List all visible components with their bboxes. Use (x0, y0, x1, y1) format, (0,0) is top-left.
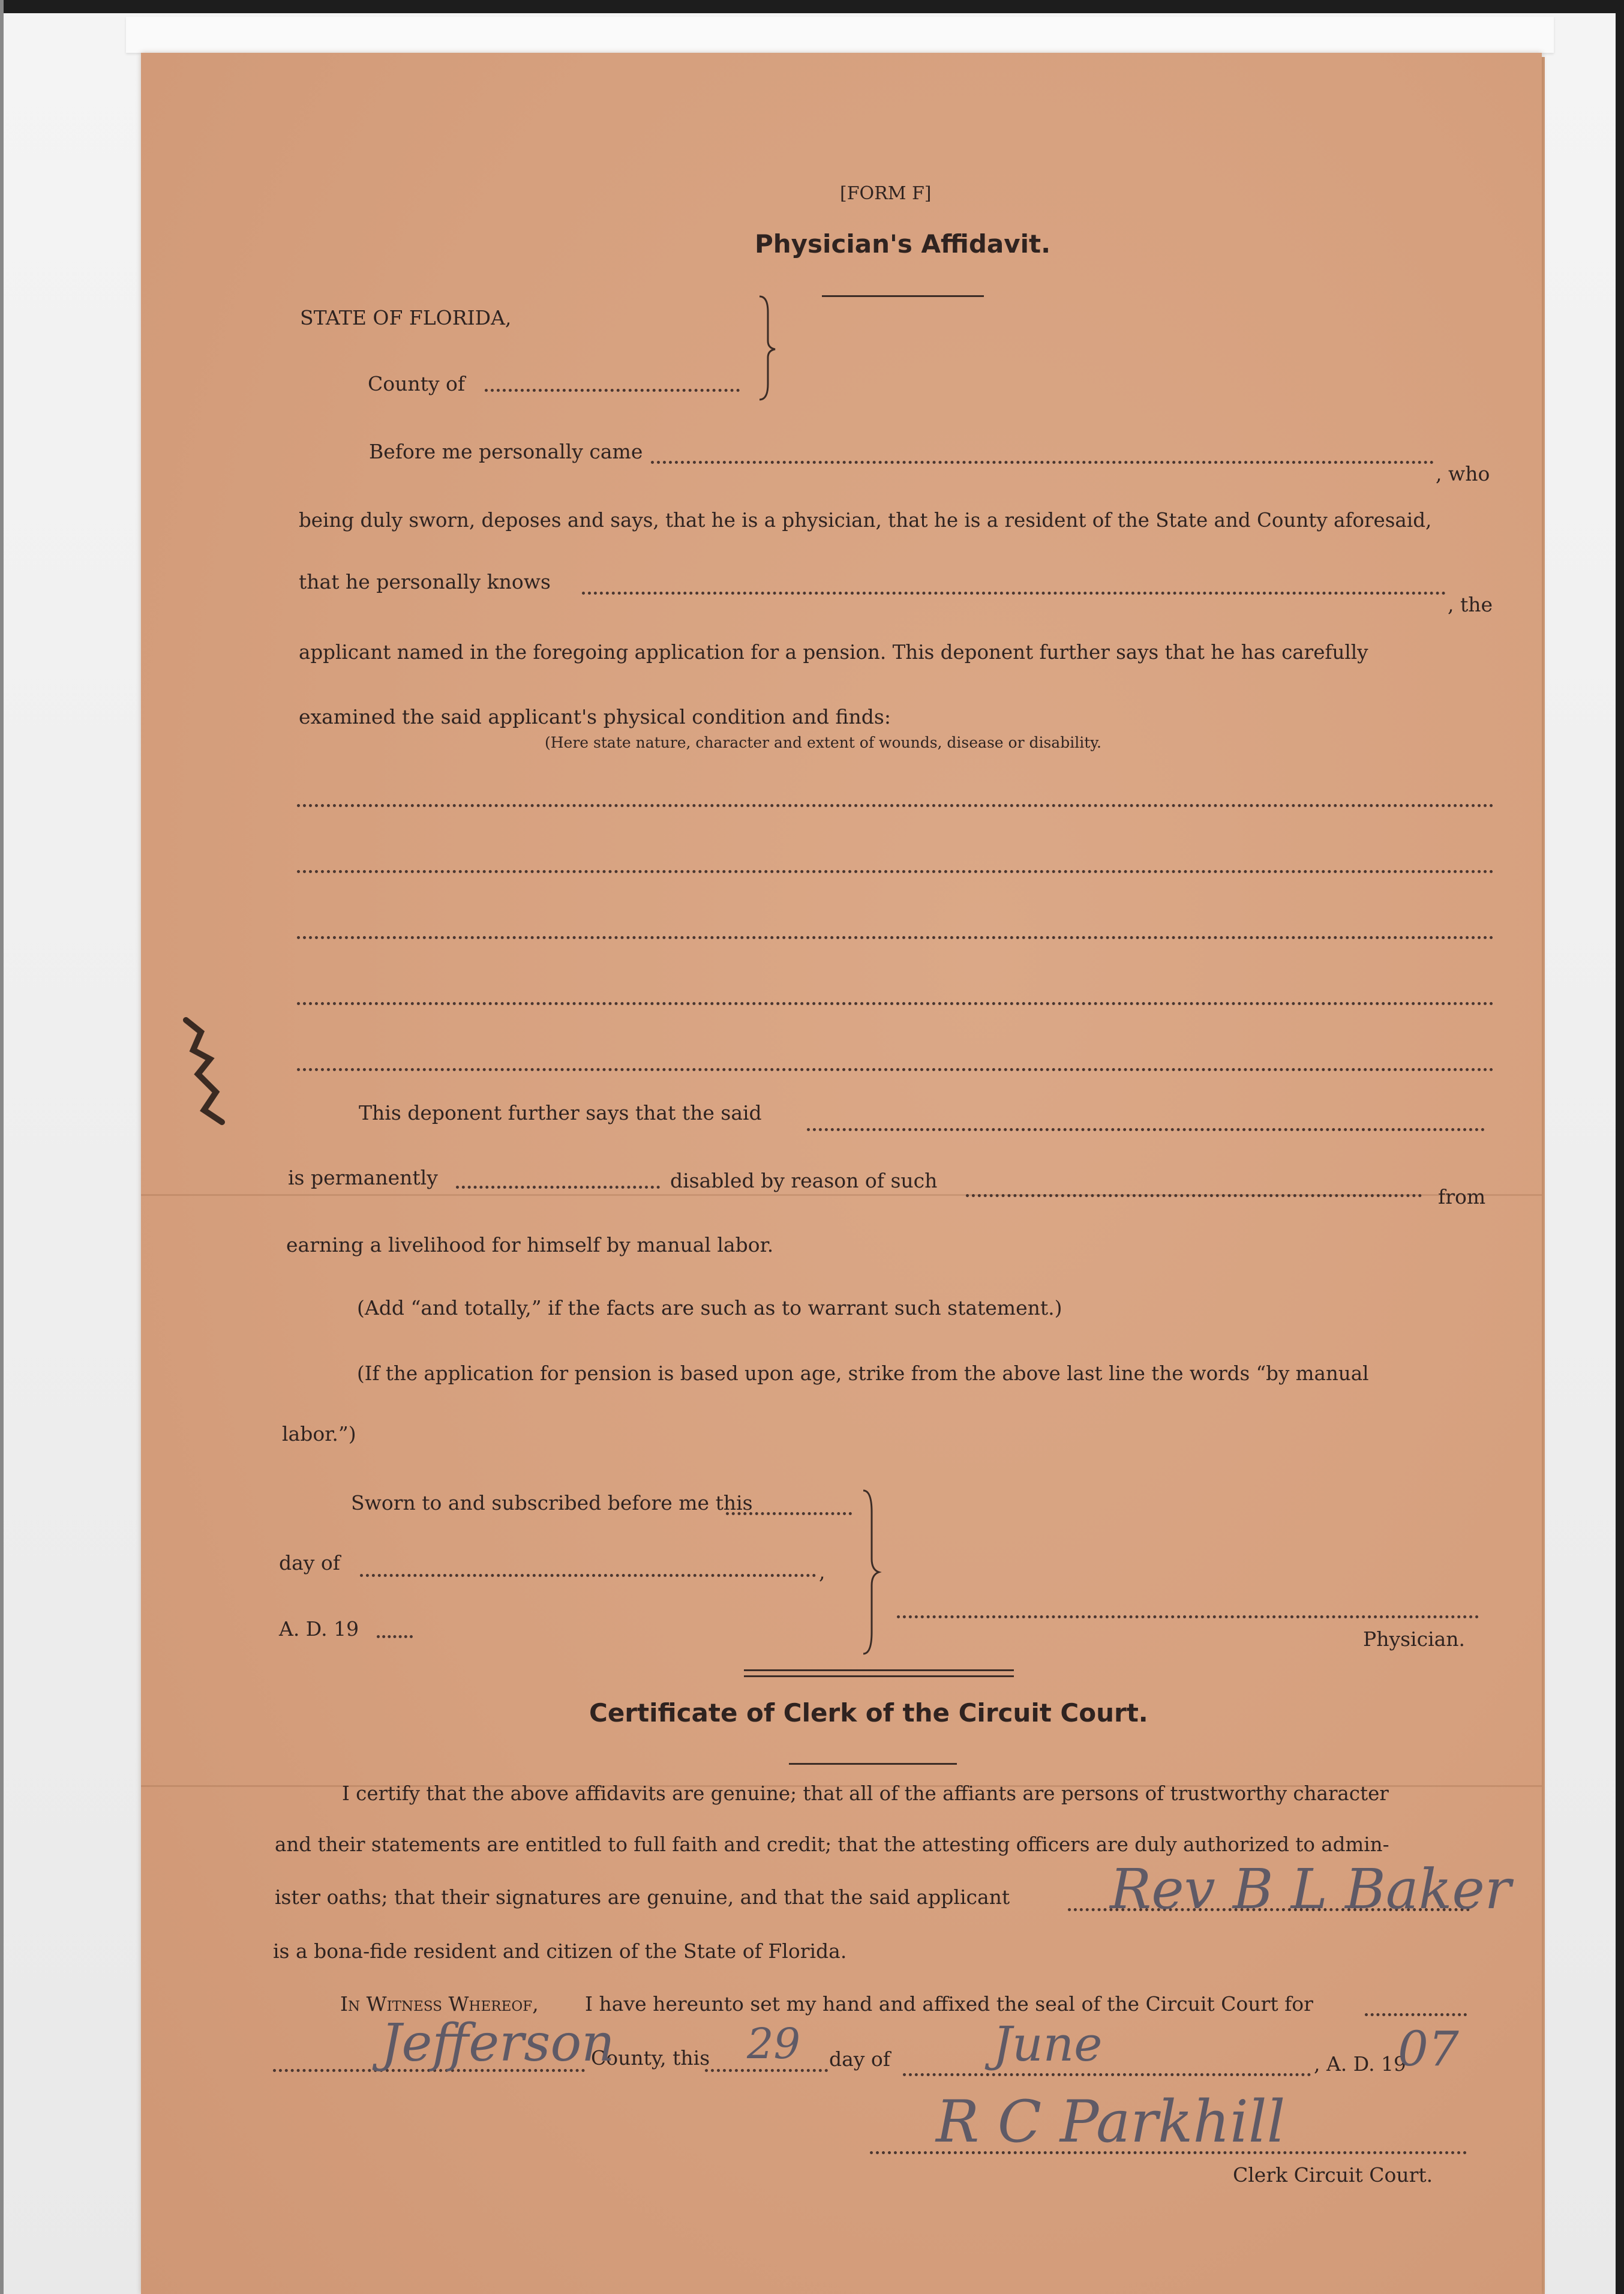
jurat-brace (861, 1488, 885, 1656)
scanner-left-border (0, 0, 4, 2294)
county-blank (485, 389, 740, 392)
certificate-ad: , A. D. 19 (1314, 2052, 1407, 2076)
section-rule-top (744, 1669, 1014, 1671)
sworn-line: being duly sworn, deposes and says, that he is a physician, that he is a resident of the State and County aforesaid, (299, 509, 1432, 532)
scanner-right-border (1616, 0, 1624, 2294)
instruction-note: (Here state nature, character and extent of wounds, disease or disability. (545, 734, 1101, 751)
findings-blank-1 (297, 804, 1494, 807)
certificate-day-of: day of (829, 2047, 891, 2071)
jurat-month-blank (360, 1574, 816, 1577)
section-rule-bottom (744, 1675, 1014, 1677)
handwritten-county: Jefferson (381, 2013, 615, 2073)
findings-blank-5 (297, 1068, 1494, 1071)
findings-blank-3 (297, 936, 1494, 939)
jurat-day-of: day of (279, 1551, 341, 1575)
affiant-name-blank (651, 461, 1434, 464)
witness-court-blank (1365, 2013, 1467, 2016)
findings-blank-4 (297, 1002, 1494, 1005)
paper-tear-mark (168, 1014, 240, 1128)
applicant-known-blank (582, 592, 1446, 595)
handwritten-month: June (993, 2016, 1103, 2072)
venue-brace (757, 294, 781, 402)
title-rule (822, 295, 984, 297)
certificate-line-1: I certify that the above affidavits are genuine; that all of the affiants are persons of trustworthy character (342, 1782, 1389, 1805)
further-says-text: This deponent further says that the said (359, 1101, 762, 1124)
before-me-text: Before me personally came (369, 440, 643, 463)
form-label: [FORM F] (840, 183, 932, 204)
findings-blank-2 (297, 870, 1494, 873)
certificate-month-blank (903, 2073, 1311, 2076)
certificate-line-3: ister oaths; that their signatures are genuine, and that the said applicant (275, 1885, 1010, 1909)
jurat-day-blank (726, 1512, 852, 1515)
applicant-line: applicant named in the foregoing application for a pension. This deponent further says that he has carefully (299, 641, 1368, 664)
certificate-line-4: is a bona-fide resident and citizen of the State of Florida. (273, 1939, 847, 1963)
jurat-year-blank (377, 1635, 413, 1638)
certificate-day-blank (705, 2069, 828, 2072)
handwritten-clerk-signature: R C Parkhill (936, 2088, 1286, 2155)
note-totally: (Add “and totally,” if the facts are such as to warrant such statement.) (357, 1296, 1062, 1320)
jurat-comma: , (819, 1560, 825, 1584)
note-age: (If the application for pension is based upon age, strike from the above last line the words “by manual (357, 1362, 1369, 1385)
sworn-to-text: Sworn to and subscribed before me this (351, 1491, 753, 1515)
scanner-top-border (0, 0, 1624, 13)
jurat-ad: A. D. 19 (279, 1617, 359, 1641)
livelihood-text: earning a livelihood for himself by manual labor. (286, 1233, 774, 1257)
county-label: County of (368, 372, 466, 395)
handwritten-day: 29 (747, 2019, 801, 2068)
disability-blank (966, 1194, 1422, 1197)
examined-line: examined the said applicant's physical condition and finds: (299, 705, 891, 728)
form-title: Physician's Affidavit. (755, 229, 1051, 259)
disabled-by-text: disabled by reason of such (670, 1169, 938, 1192)
backing-card (126, 17, 1554, 53)
witness-rest: I have hereunto set my hand and affixed the seal of the Circuit Court for (585, 1992, 1313, 2016)
handwritten-year: 07 (1398, 2021, 1459, 2077)
permanently-text: is permanently (288, 1166, 438, 1189)
who-text: , who (1436, 462, 1490, 485)
knows-text: that he personally knows (299, 570, 551, 593)
degree-blank (456, 1186, 660, 1189)
clerk-label: Clerk Circuit Court. (1233, 2163, 1433, 2187)
certificate-rule (789, 1763, 957, 1765)
witness-caps: In Witness Whereof, (340, 1992, 539, 2016)
certificate-line-2: and their statements are entitled to full faith and credit; that the attesting officers are duly authorized to admin- (275, 1833, 1389, 1856)
state-line: STATE OF FLORIDA, (300, 306, 512, 329)
physician-label: Physician. (1363, 1627, 1466, 1651)
note-age-end: labor.”) (282, 1422, 356, 1446)
physician-signature-blank (897, 1615, 1479, 1618)
said-name-blank (807, 1128, 1485, 1131)
certificate-title: Certificate of Clerk of the Circuit Court. (589, 1698, 1148, 1728)
county-this-text: County, this (591, 2046, 710, 2070)
handwritten-applicant-name: Rev B L Baker (1110, 1857, 1511, 1921)
the-text: , the (1448, 593, 1493, 616)
from-text: from (1438, 1185, 1486, 1209)
